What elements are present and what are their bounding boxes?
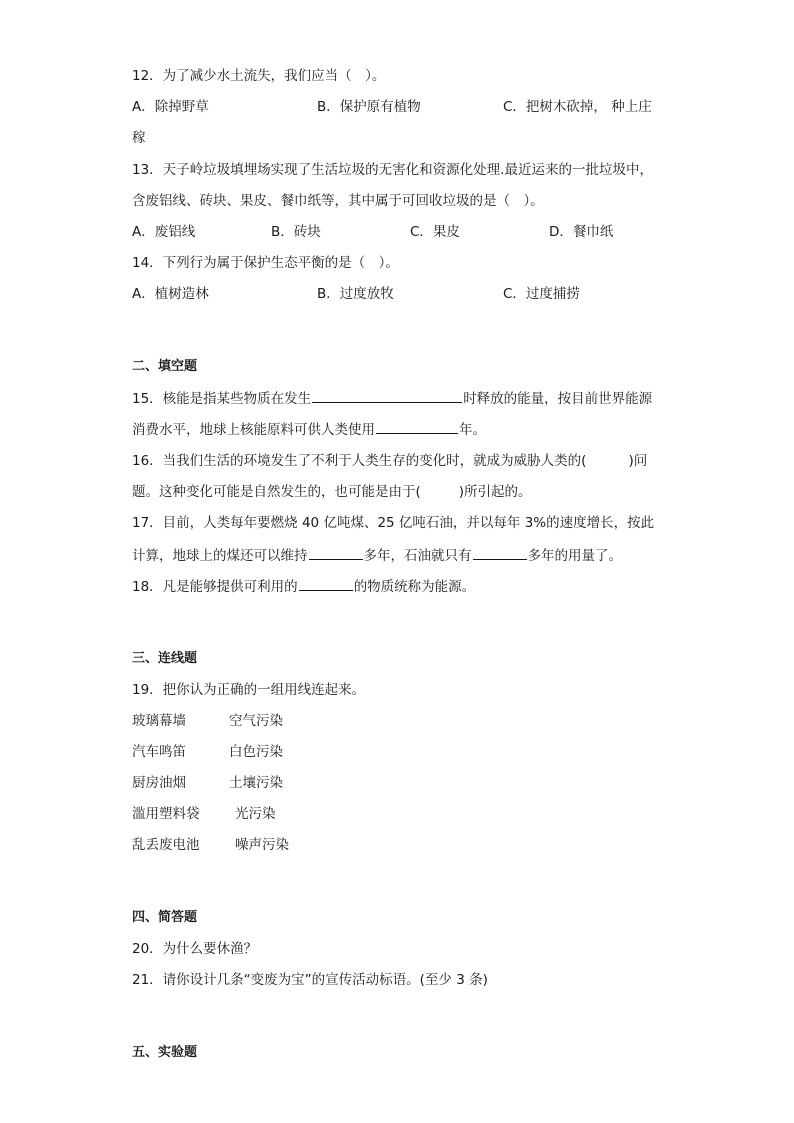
section-matching-title: 三、连线题 xyxy=(132,651,198,666)
q16-text-4: )所引起的。 xyxy=(458,484,532,500)
q17-text-1: 计算，地球上的煤还可以维持 xyxy=(132,548,308,564)
q17-blank-1[interactable] xyxy=(309,545,363,560)
q15-text-4: 年。 xyxy=(459,422,486,438)
q13-stem-line2: 含废铝线、砖块、果皮、餐巾纸等，其中属于可回收垃圾的是（ ）。 xyxy=(132,193,544,209)
q19-right-item[interactable]: 空气污染 xyxy=(229,713,283,729)
q14-option-a: A．植树造林 xyxy=(132,286,209,302)
q15-blank-1[interactable] xyxy=(312,388,462,403)
section-experiment-title: 五、实验题 xyxy=(132,1045,198,1060)
q19-right-item[interactable]: 白色污染 xyxy=(229,744,283,760)
q13-option-b: B．砖块 xyxy=(271,224,321,240)
q13-option-a: A．废铝线 xyxy=(132,224,196,240)
q16-text-1: 16．当我们生活的环境发生了不利于人类生存的变化时，就成为威胁人类的( xyxy=(132,453,587,469)
q12-stem: 12．为了减少水土流失，我们应当（ ）。 xyxy=(132,68,386,84)
q19-right-item[interactable]: 噪声污染 xyxy=(235,837,289,853)
q19-left-item[interactable]: 玻璃幕墙 xyxy=(132,713,186,729)
q12-option-c: C．把树木砍掉， 种上庄 xyxy=(503,99,652,115)
q15-line1 xyxy=(132,388,652,409)
q16-text-3: 题。这种变化可能是自然发生的，也可能是由于( xyxy=(132,484,421,500)
q15-line2 xyxy=(132,419,486,440)
q19-stem: 19．把你认为正确的一组用线连起来。 xyxy=(132,682,366,698)
q19-left-item[interactable]: 厨房油烟 xyxy=(132,775,186,791)
section-short-answer-title: 四、简答题 xyxy=(132,910,198,925)
q21-stem: 21．请你设计几条“变废为宝”的宣传活动标语。(至少 3 条) xyxy=(132,972,488,988)
q17-line2 xyxy=(132,545,622,566)
q15-text-2: 时释放的能量，按目前世界能源 xyxy=(463,391,653,407)
q12-option-b: B．保护原有植物 xyxy=(317,99,421,115)
q19-right-item[interactable]: 光污染 xyxy=(235,806,276,822)
q13-option-d: D．餐巾纸 xyxy=(549,224,614,240)
q14-option-c: C．过度捕捞 xyxy=(503,286,580,302)
q15-blank-2[interactable] xyxy=(376,419,458,434)
q17-text-2: 多年，石油就只有 xyxy=(363,548,472,564)
q15-text-1: 15．核能是指某些物质在发生 xyxy=(132,391,312,407)
q18-blank[interactable] xyxy=(299,576,353,591)
q19-left-item[interactable]: 滥用塑料袋 xyxy=(132,806,200,822)
q18-line xyxy=(132,576,475,597)
q17-line1: 17．目前，人类每年要燃烧 40 亿吨煤、25 亿吨石油，并以每年 3%的速度增长，按此 xyxy=(132,515,655,531)
q19-left-item[interactable]: 汽车鸣笛 xyxy=(132,744,186,760)
q16-line1 xyxy=(132,451,647,471)
q19-right-item[interactable]: 土壤污染 xyxy=(229,775,283,791)
q20-stem: 20．为什么要休渔？ xyxy=(132,941,258,957)
q14-stem: 14．下列行为属于保护生态平衡的是（ ）。 xyxy=(132,255,399,271)
q18-text-1: 18．凡是能够提供可利用的 xyxy=(132,579,298,595)
q19-left-item[interactable]: 乱丢废电池 xyxy=(132,837,200,853)
q16-text-2: )问 xyxy=(628,453,648,469)
q12-option-a: A．除掉野草 xyxy=(132,99,209,115)
q14-option-b: B．过度放牧 xyxy=(317,286,394,302)
q18-text-2: 的物质统称为能源。 xyxy=(353,579,476,595)
q17-text-3: 多年的用量了。 xyxy=(527,548,622,564)
q16-line2 xyxy=(132,482,532,502)
q13-option-c: C．果皮 xyxy=(410,224,460,240)
q12-option-c-wrap: 稼 xyxy=(132,130,146,146)
q17-blank-2[interactable] xyxy=(473,545,527,560)
section-fill-blank-title: 二、填空题 xyxy=(132,359,198,374)
q15-text-3: 消费水平，地球上核能原料可供人类使用 xyxy=(132,422,375,438)
q13-stem-line1: 13．天子岭垃圾填埋场实现了生活垃圾的无害化和资源化处理.最近运来的一批垃圾中， xyxy=(132,162,653,178)
